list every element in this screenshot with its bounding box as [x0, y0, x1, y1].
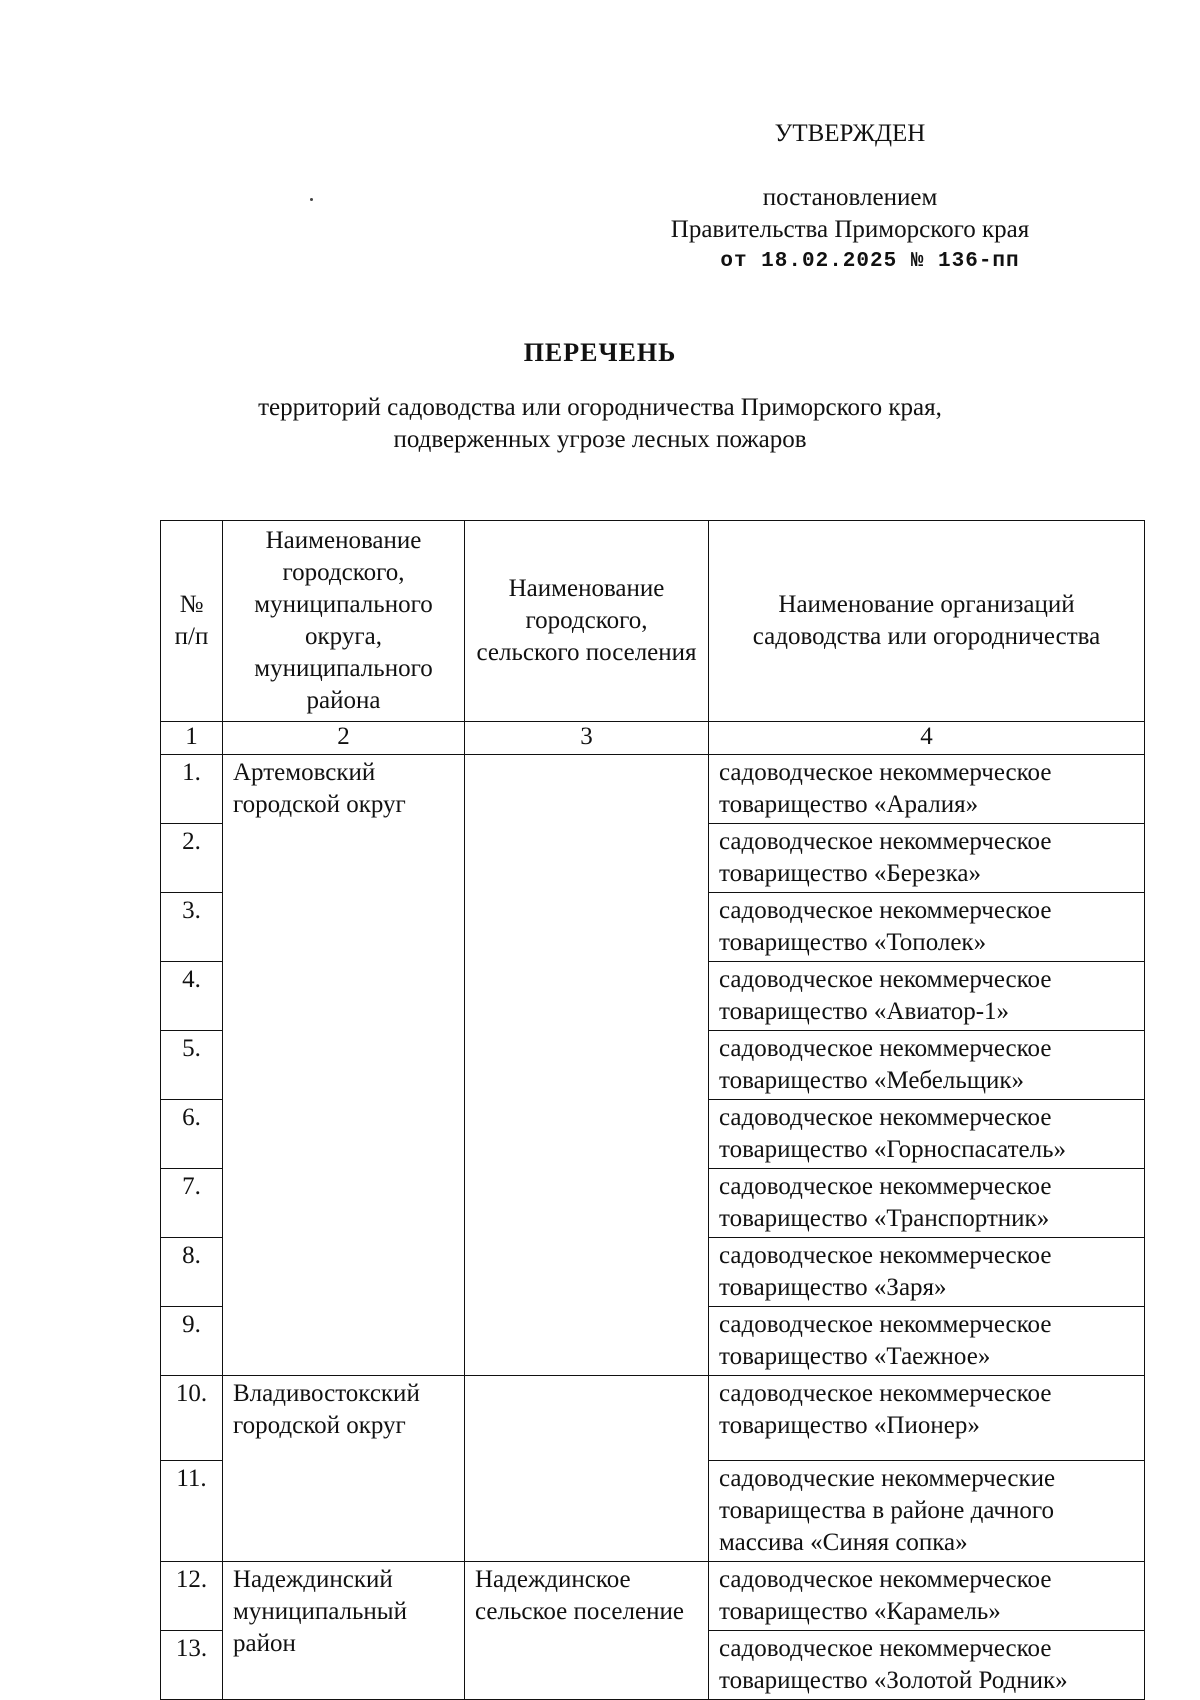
header-district: Наименование городского, муниципального округа, муниципального района [223, 521, 465, 722]
organization-name: садоводческие некоммерческие товарищества в районе дачного массива «Синяя сопка» [709, 1461, 1145, 1562]
column-number: 2 [223, 722, 465, 755]
row-number: 11. [161, 1461, 223, 1562]
settlement-name: Надеждинское сельское поселение [465, 1562, 709, 1700]
row-number: 6. [161, 1100, 223, 1169]
row-number: 5. [161, 1031, 223, 1100]
document-title: ПЕРЕЧЕНЬ [523, 338, 677, 367]
row-number: 9. [161, 1307, 223, 1376]
approval-label: УТВЕРЖДЕН [774, 120, 926, 147]
column-number: 1 [161, 722, 223, 755]
table-row [161, 755, 1145, 824]
organization-name: садоводческое некоммерческое товарищество «Мебельщик» [709, 1031, 1145, 1100]
scan-speck [310, 198, 313, 201]
header-number: № п/п [161, 521, 223, 722]
district-name: Надеждинский муниципальный район [223, 1562, 465, 1700]
settlement-empty [465, 755, 709, 1376]
header-settlement: Наименование городского, сельского поселения [465, 521, 709, 722]
row-number: 3. [161, 893, 223, 962]
table-row [161, 1376, 1145, 1461]
organization-name: садоводческое некоммерческое товарищество «Золотой Родник» [709, 1631, 1145, 1700]
row-number: 8. [161, 1238, 223, 1307]
header-organization: Наименование организаций садоводства или огородничества [709, 521, 1145, 722]
district-name: Артемовский городской округ [223, 755, 465, 1376]
organization-name: садоводческое некоммерческое товарищество «Карамель» [709, 1562, 1145, 1631]
row-number: 2. [161, 824, 223, 893]
organization-name: садоводческое некоммерческое товарищество «Горноспасатель» [709, 1100, 1145, 1169]
row-number: 1. [161, 755, 223, 824]
table-header-row [161, 521, 1145, 722]
organization-name: садоводческое некоммерческое товарищество «Заря» [709, 1238, 1145, 1307]
organization-name: садоводческое некоммерческое товарищество «Березка» [709, 824, 1145, 893]
organization-name: садоводческое некоммерческое товарищество «Авиатор-1» [709, 962, 1145, 1031]
organization-name: садоводческое некоммерческое товарищество «Транспортник» [709, 1169, 1145, 1238]
settlement-empty [465, 1376, 709, 1562]
row-number: 13. [161, 1631, 223, 1700]
organization-name: садоводческое некоммерческое товарищество «Таежное» [709, 1307, 1145, 1376]
organization-name: садоводческое некоммерческое товарищество «Пионер» [709, 1376, 1145, 1461]
territories-table [160, 520, 1145, 1700]
row-number: 4. [161, 962, 223, 1031]
organization-name: садоводческое некоммерческое товарищество «Аралия» [709, 755, 1145, 824]
column-number-row [161, 722, 1145, 755]
approval-block [620, 118, 1080, 278]
row-number: 12. [161, 1562, 223, 1631]
approval-line-2: Правительства Приморского края [670, 216, 1030, 243]
approval-line-1: постановлением [762, 184, 938, 211]
district-name: Владивостокский городской округ [223, 1376, 465, 1562]
column-number: 3 [465, 722, 709, 755]
decree-number: от 18.02.2025 № 136-пп [720, 250, 1020, 273]
subtitle-line-2: подверженных угрозе лесных пожаров [393, 426, 807, 453]
document-subtitle [0, 392, 1200, 456]
subtitle-line-1: территорий садоводства или огородничества Приморского края, [258, 394, 942, 421]
organization-name: садоводческое некоммерческое товарищество «Тополек» [709, 893, 1145, 962]
column-number: 4 [709, 722, 1145, 755]
row-number: 7. [161, 1169, 223, 1238]
table-row [161, 1562, 1145, 1631]
row-number: 10. [161, 1376, 223, 1461]
